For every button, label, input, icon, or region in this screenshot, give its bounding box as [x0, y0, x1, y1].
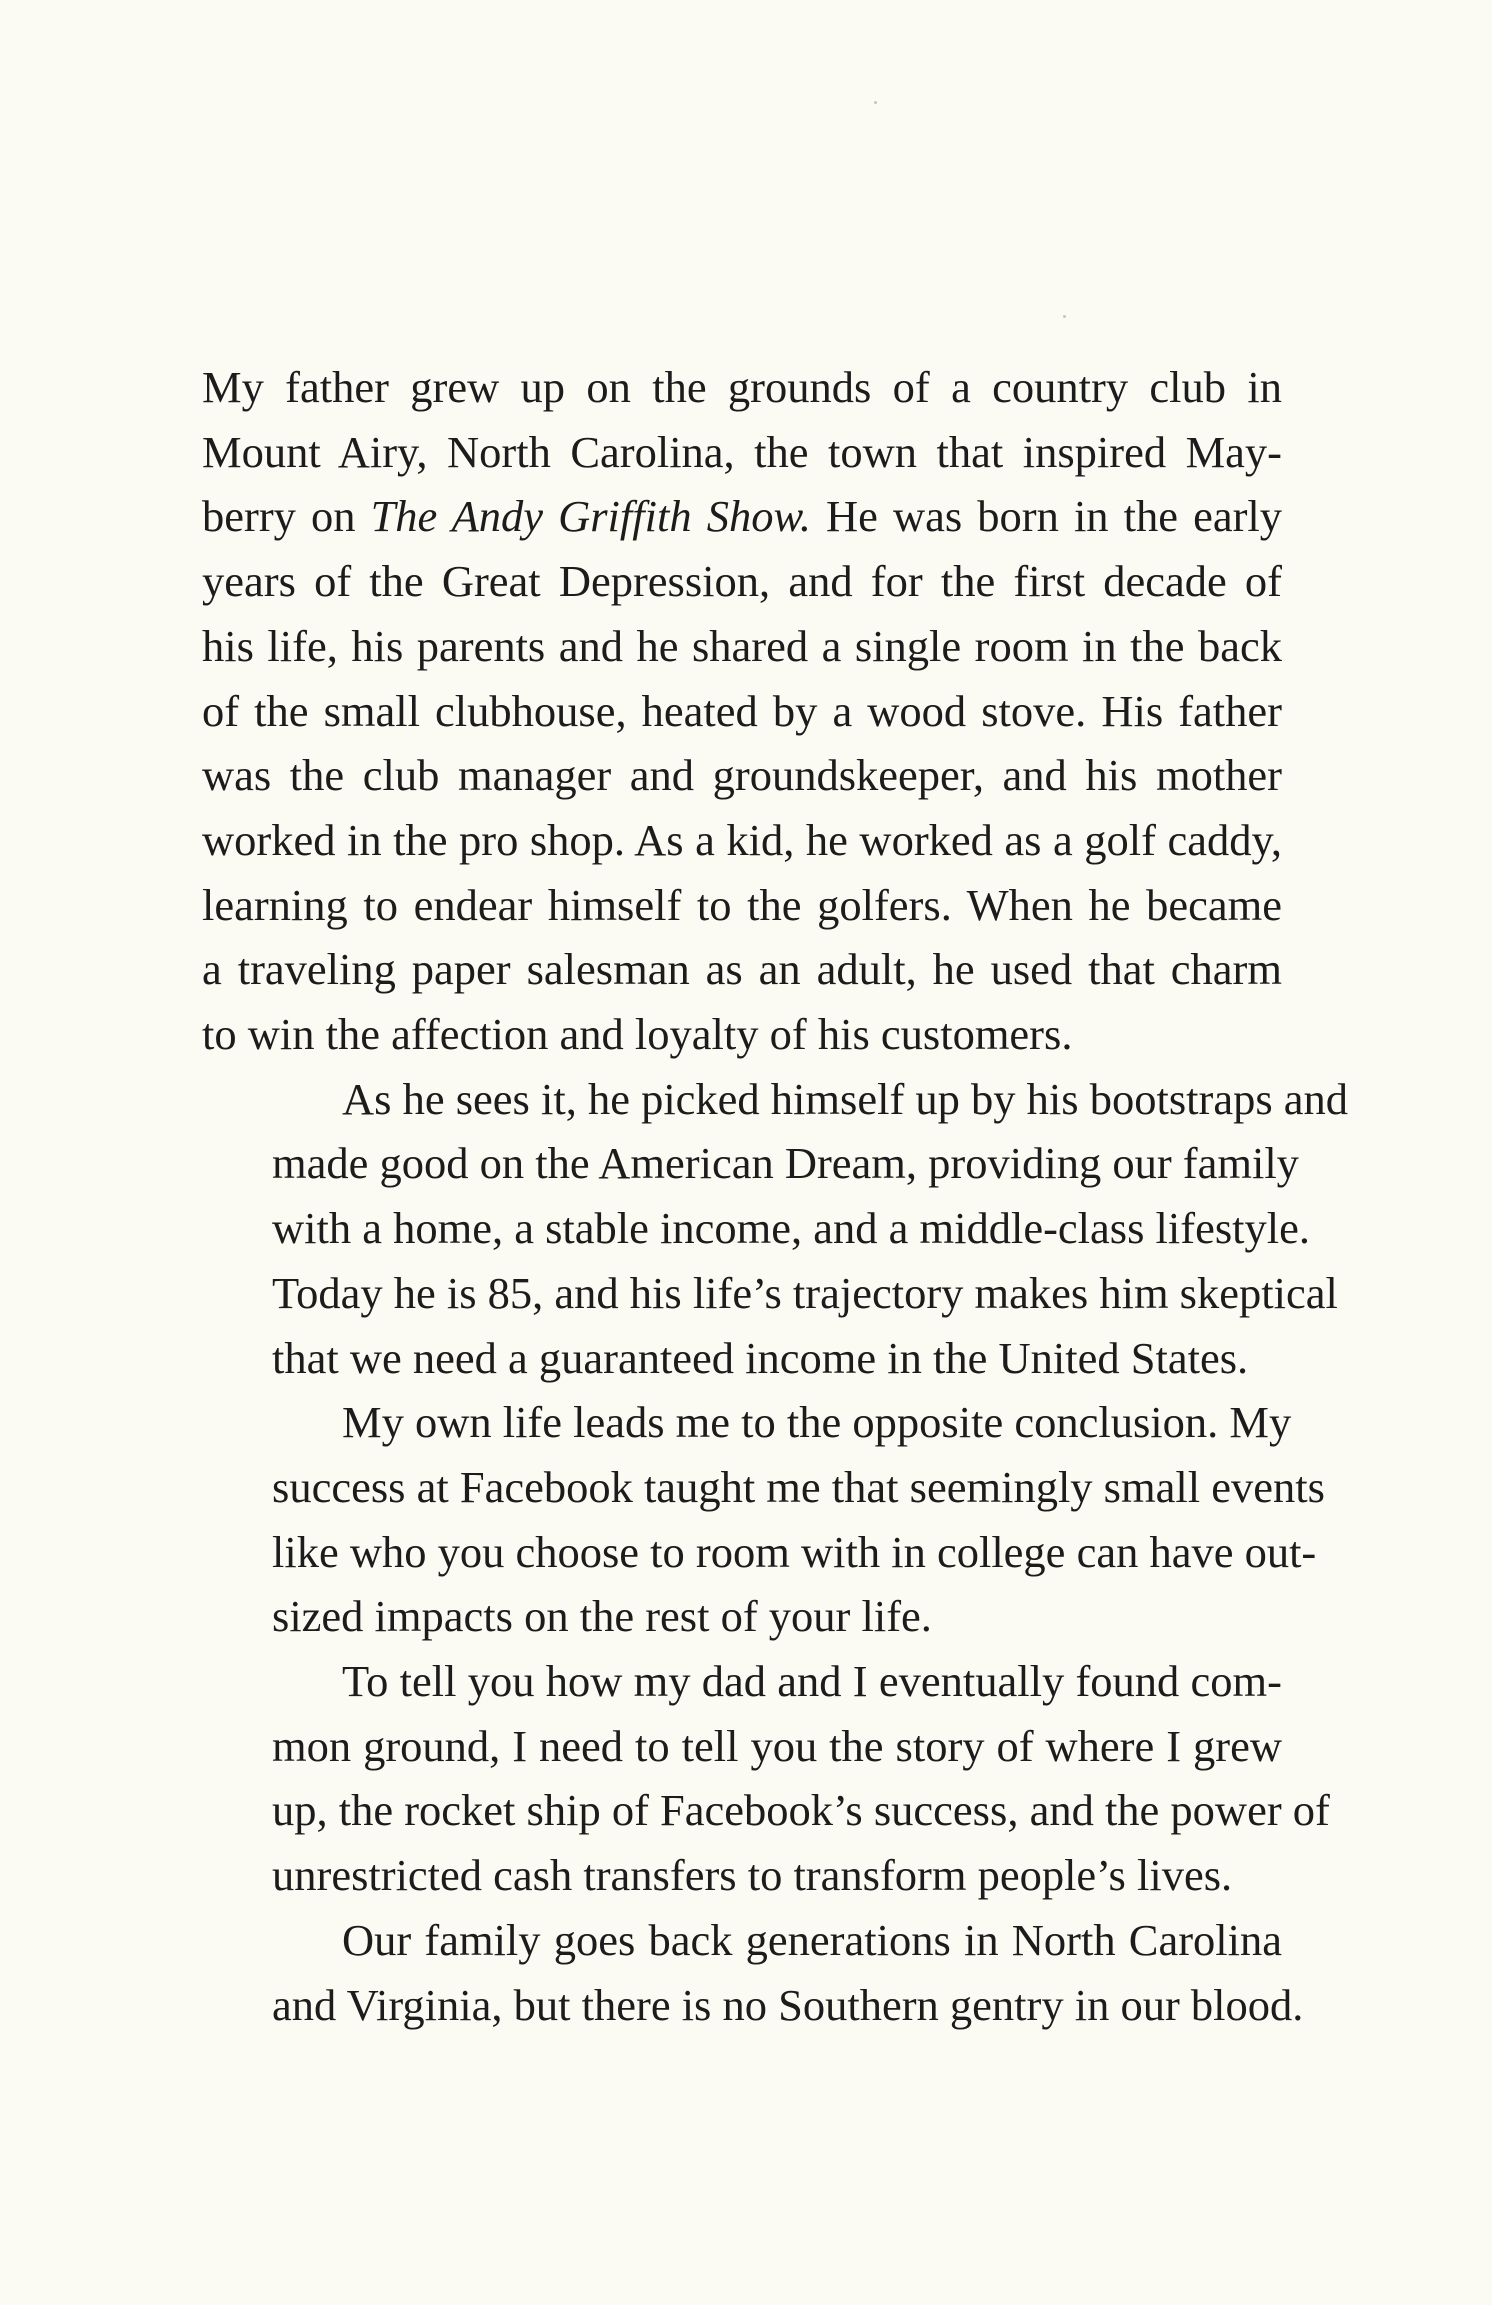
- text-line: My father grew up on the grounds of a country club in: [202, 362, 1282, 412]
- paragraph-3: [202, 1390, 1325, 1649]
- paragraph-2: [202, 1067, 1349, 1391]
- paragraph-1: [202, 355, 1282, 1067]
- text-line: up, the rocket ship of Facebook’s success, and the power of: [272, 1785, 1330, 1836]
- text-line: sized impacts on the rest of your life.: [272, 1591, 932, 1642]
- paper-speck: [874, 101, 877, 104]
- text-line: of the small clubhouse, heated by a wood stove. His father: [202, 685, 1282, 736]
- text-line: his life, his parents and he shared a single room in the back: [202, 620, 1282, 671]
- text-line: was the club manager and groundskeeper, and his mother: [202, 750, 1282, 801]
- text-line: To tell you how my dad and I eventually found com-: [342, 1656, 1282, 1707]
- text-line: made good on the American Dream, providing our family: [272, 1138, 1299, 1189]
- text-line: a traveling paper salesman as an adult, he used that charm: [202, 944, 1282, 995]
- text-line: Our family goes back generations in North Carolina: [342, 1914, 1282, 1965]
- body-text: [202, 355, 1349, 2037]
- show-title: The Andy Griffith Show.: [370, 491, 811, 542]
- text-line: that we need a guaranteed income in the United States.: [272, 1332, 1249, 1383]
- text-line: with a home, a stable income, and a middle-class lifestyle.: [272, 1203, 1311, 1254]
- text-line: unrestricted cash transfers to transform people’s lives.: [272, 1850, 1233, 1901]
- text-line: to win the affection and loyalty of his customers.: [202, 1009, 1073, 1060]
- text-line: mon ground, I need to tell you the story of where I grew: [272, 1720, 1282, 1771]
- text-line: like who you choose to room with in college can have out-: [272, 1526, 1317, 1577]
- text-line: worked in the pro shop. As a kid, he worked as a golf caddy,: [202, 814, 1282, 865]
- text-line: As he sees it, he picked himself up by his bootstraps and: [342, 1073, 1349, 1124]
- text-line-with-title: [202, 484, 1282, 549]
- text-line: Mount Airy, North Carolina, the town that inspired May-: [202, 426, 1282, 477]
- text-line: Today he is 85, and his life’s trajectory makes him skeptical: [272, 1267, 1338, 1318]
- text-line: learning to endear himself to the golfers. When he became: [202, 879, 1282, 930]
- text-fragment: berry on: [202, 491, 371, 542]
- text-line: My own life leads me to the opposite conclusion. My: [342, 1397, 1292, 1448]
- paragraph-5: [202, 1908, 1304, 2037]
- paper-speck: [1063, 315, 1066, 318]
- text-line: and Virginia, but there is no Southern gentry in our blood.: [272, 1979, 1304, 2030]
- text-fragment: He was born in the early: [810, 491, 1283, 542]
- paragraph-4: [202, 1649, 1330, 1908]
- text-line: years of the Great Depression, and for the first decade of: [202, 556, 1282, 607]
- text-line: success at Facebook taught me that seemingly small events: [272, 1461, 1325, 1512]
